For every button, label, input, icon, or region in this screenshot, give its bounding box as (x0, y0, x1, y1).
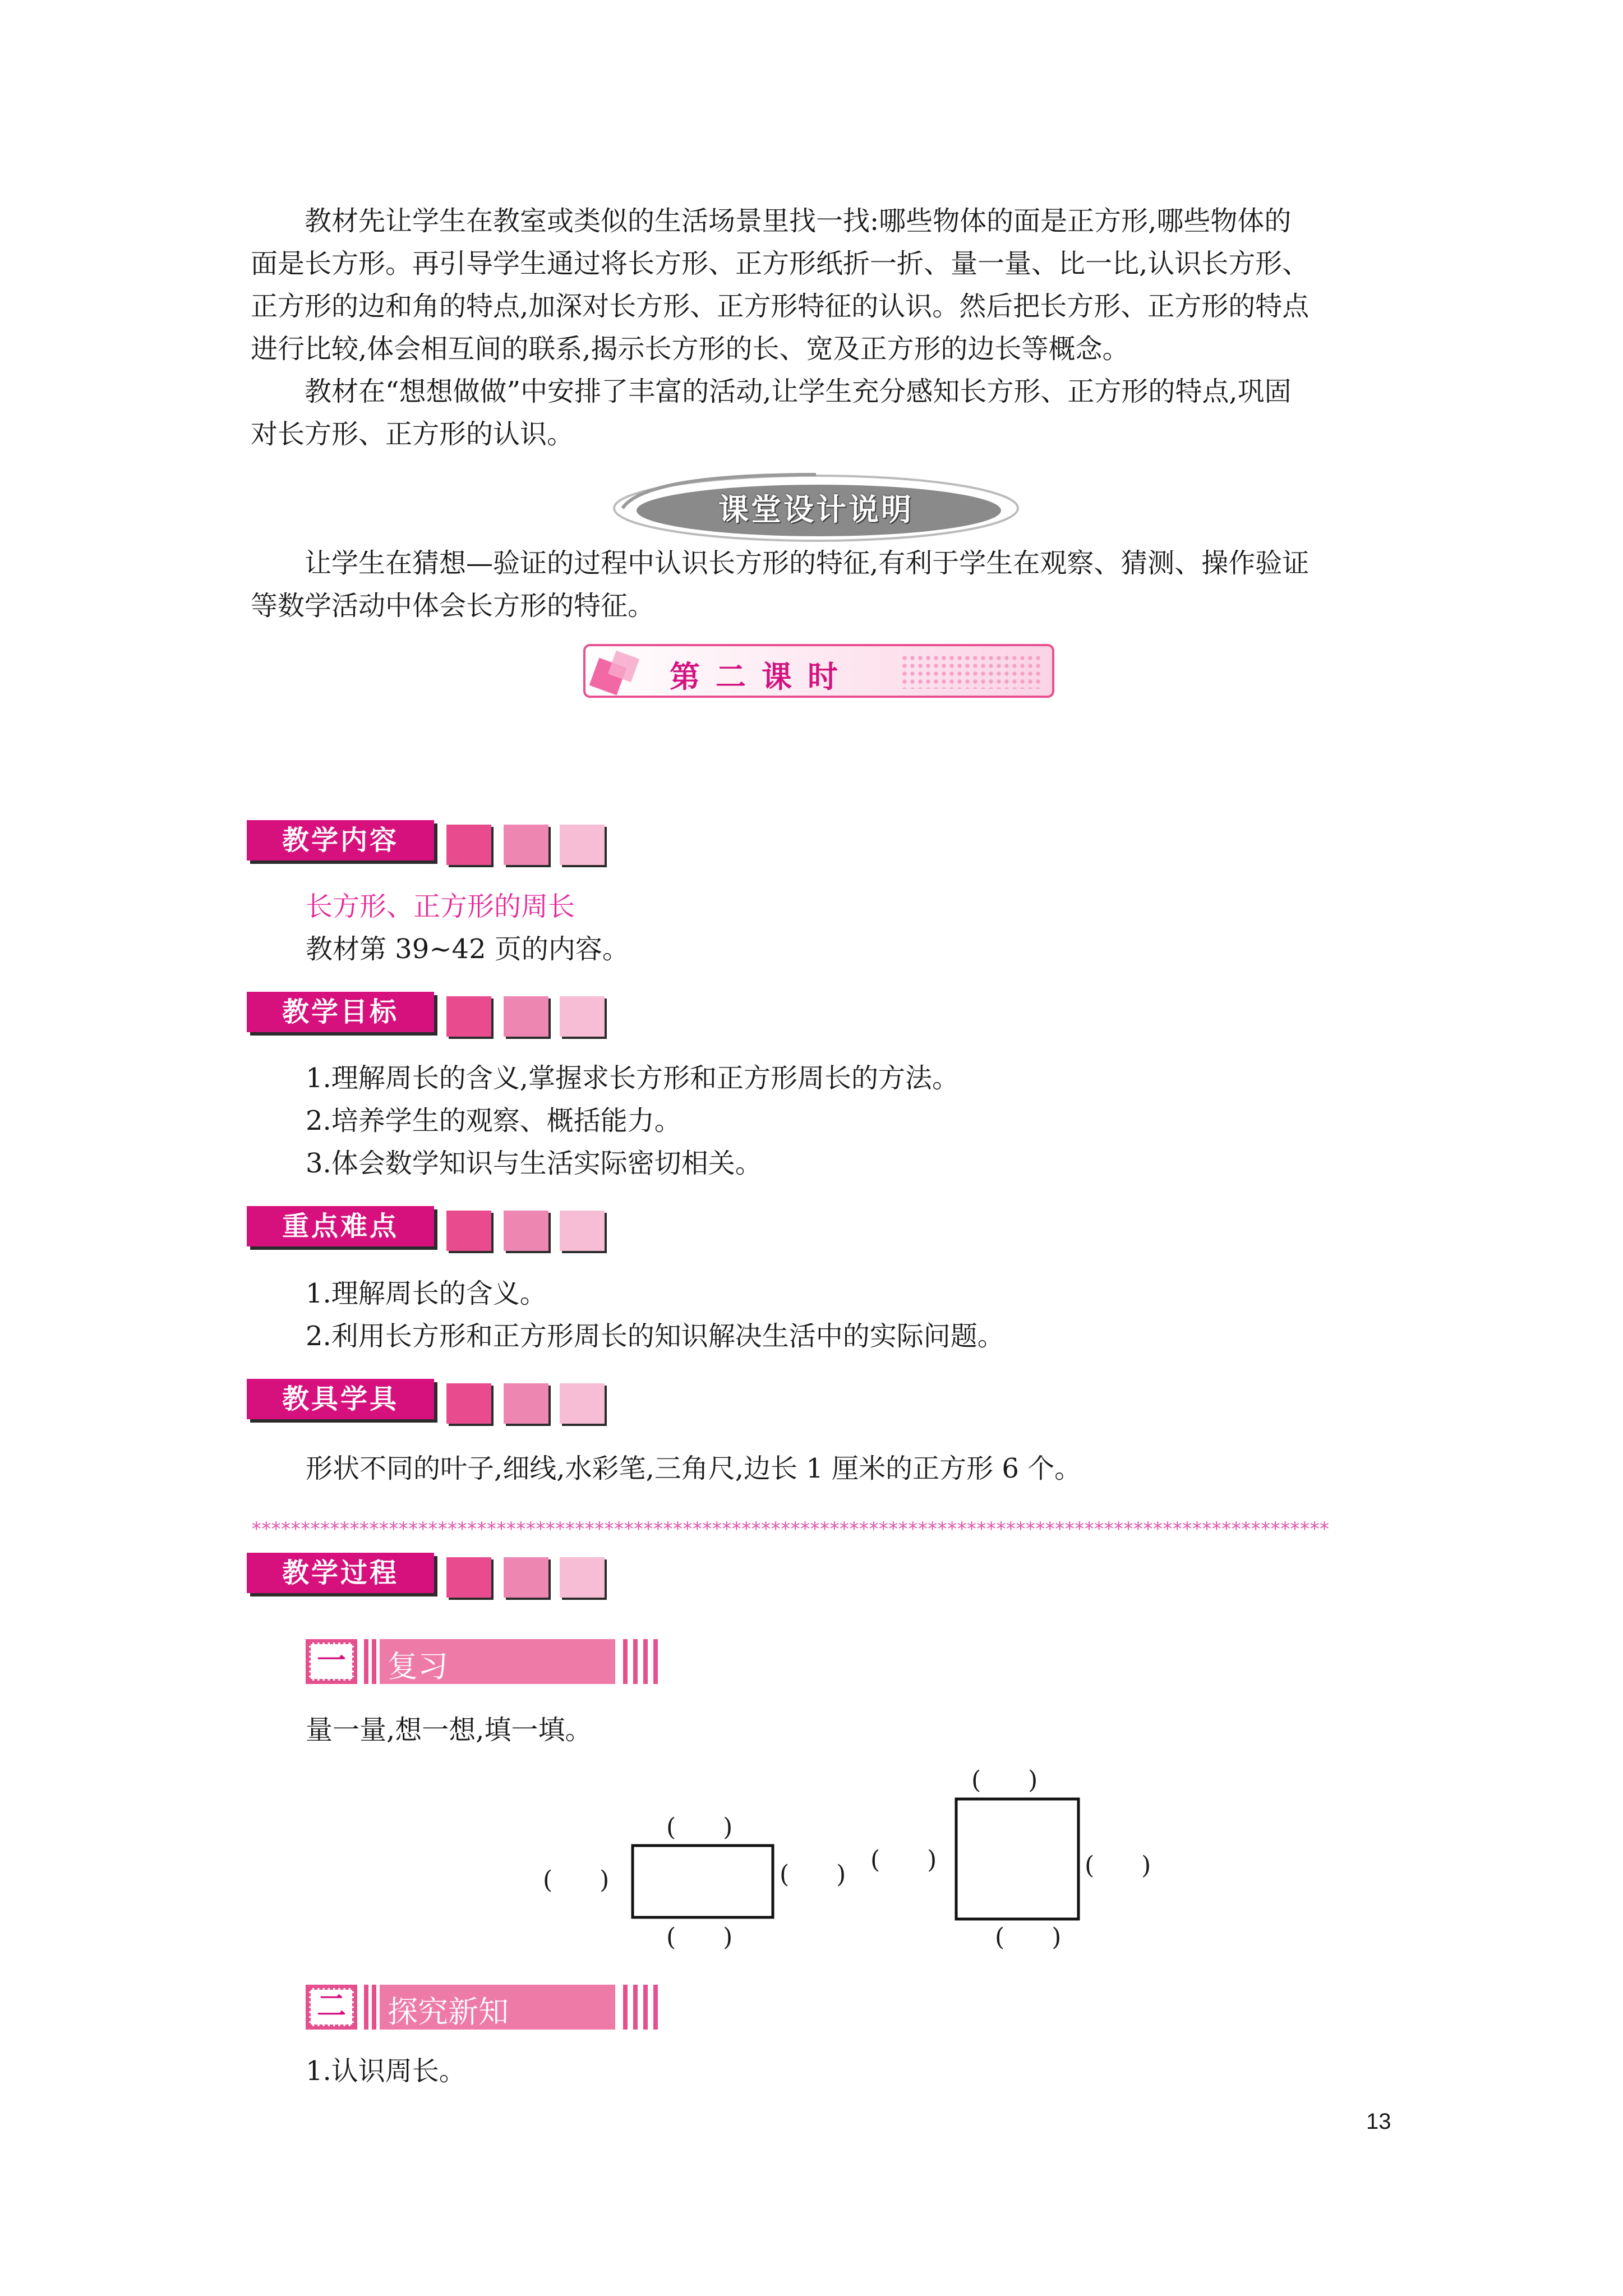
design-banner-title: 课堂设计说明 (718, 492, 914, 527)
dot-pattern-icon (901, 654, 1041, 689)
blank-rect-bottom: ( ) (666, 1923, 733, 1952)
stripe-icon (633, 1985, 638, 2030)
stripe-icon (364, 1985, 368, 2030)
text-line: 让学生在猜想—验证的过程中认识长方形的特征,有利于学生在观察、猜测、操作验证 (305, 547, 1310, 579)
square-icon (560, 996, 605, 1037)
design-paragraph (251, 542, 1389, 627)
section-label: 教学过程 (247, 1553, 434, 1593)
square-icon (560, 1211, 605, 1251)
intro-paragraph-1 (251, 200, 1389, 370)
step-number (306, 1639, 357, 1684)
section-label: 教学目标 (247, 992, 434, 1032)
text-line: 等数学活动中体会长方形的特征。 (251, 590, 655, 622)
stripe-icon (643, 1639, 648, 1684)
star-separator: ************************************************************************************************************** (251, 1518, 1329, 1540)
section-label: 重点难点 (247, 1206, 434, 1246)
exercise-instruction: 量一量,想一想,填一填。 (306, 1714, 592, 1746)
stripe-icon (653, 1639, 658, 1684)
stripe-icon (633, 1639, 638, 1684)
step-number (306, 1985, 357, 2030)
text-line: 进行比较,体会相互间的联系,揭示长方形的长、宽及正方形的边长等概念。 (251, 333, 1129, 365)
text-line: 教材在“想想做做”中安排了丰富的活动,让学生充分感知长方形、正方形的特点,巩固 (305, 376, 1292, 407)
content-topic: 长方形、正方形的周长 (306, 891, 575, 922)
square-icon (446, 1383, 491, 1424)
key-point-item: 2.利用长方形和正方形周长的知识解决生活中的实际问题。 (306, 1320, 1004, 1352)
intro-paragraph-2 (251, 370, 1389, 455)
blank-rect-right: ( ) (780, 1860, 846, 1889)
section-label: 教学内容 (247, 820, 434, 861)
step-title-bar (380, 1985, 615, 2030)
text-line: 面是长方形。再引导学生通过将长方形、正方形纸折一折、量一量、比一比,认识长方形、 (251, 248, 1310, 279)
square-icon (446, 996, 491, 1037)
stripe-icon (653, 1985, 658, 2030)
text-line: 教材先让学生在教室或类似的生活场景里找一找:哪些物体的面是正方形,哪些物体的 (305, 205, 1292, 237)
square-icon (504, 825, 548, 865)
square-shape (956, 1799, 1078, 1919)
page-number: 13 (1366, 2109, 1391, 2134)
square-icon (446, 1557, 491, 1598)
blank-rect-left: ( ) (543, 1866, 610, 1894)
square-icon (504, 1211, 548, 1251)
lesson-banner (583, 644, 1054, 698)
step-title-bar (380, 1639, 615, 1684)
blank-square-left: ( ) (870, 1846, 937, 1874)
explore-item: 1.认识周长。 (306, 2055, 466, 2087)
blank-square-right: ( ) (1085, 1851, 1151, 1880)
blank-rect-top: ( ) (666, 1813, 733, 1842)
step-title: 复习 (388, 1649, 448, 1684)
goal-item: 1.理解周长的含义,掌握求长方形和正方形周长的方法。 (306, 1062, 960, 1094)
step-number-text: 一 (309, 1642, 354, 1681)
stripe-icon (372, 1639, 376, 1684)
square-icon (504, 996, 548, 1037)
square-icon (560, 1557, 605, 1598)
section-label: 教具学具 (247, 1379, 434, 1419)
square-icon (560, 1383, 605, 1424)
design-banner (611, 469, 1021, 545)
stripe-icon (372, 1985, 376, 2030)
stripe-icon (623, 1639, 628, 1684)
stripe-icon (643, 1985, 648, 2030)
rectangle-shape (633, 1846, 773, 1917)
step-number-text: 二 (309, 1988, 354, 2026)
blank-square-bottom: ( ) (995, 1923, 1062, 1952)
stripe-icon (623, 1985, 628, 2030)
content-text: 教材第 39~42 页的内容。 (306, 933, 629, 965)
text-line: 对长方形、正方形的认识。 (251, 418, 574, 450)
key-point-item: 1.理解周长的含义。 (306, 1278, 547, 1309)
step-review (306, 1639, 681, 1684)
square-icon (446, 1211, 491, 1251)
square-icon (504, 1557, 548, 1598)
goal-item: 2.培养学生的观察、概括能力。 (306, 1105, 681, 1137)
step-title: 探究新知 (388, 1994, 509, 2030)
square-icon (446, 825, 491, 865)
square-icon (560, 825, 605, 865)
blank-square-top: ( ) (971, 1766, 1038, 1795)
stripe-icon (364, 1639, 368, 1684)
square-icon (504, 1383, 548, 1424)
step-explore (306, 1985, 681, 2030)
goal-item: 3.体会数学知识与生活实际密切相关。 (306, 1148, 762, 1179)
tools-text: 形状不同的叶子,细线,水彩笔,三角尺,边长 1 厘米的正方形 6 个。 (306, 1453, 1082, 1484)
lesson-title: 第二课时 (670, 659, 854, 694)
text-line: 正方形的边和角的特点,加深对长方形、正方形特征的认识。然后把长方形、正方形的特点 (251, 291, 1310, 322)
